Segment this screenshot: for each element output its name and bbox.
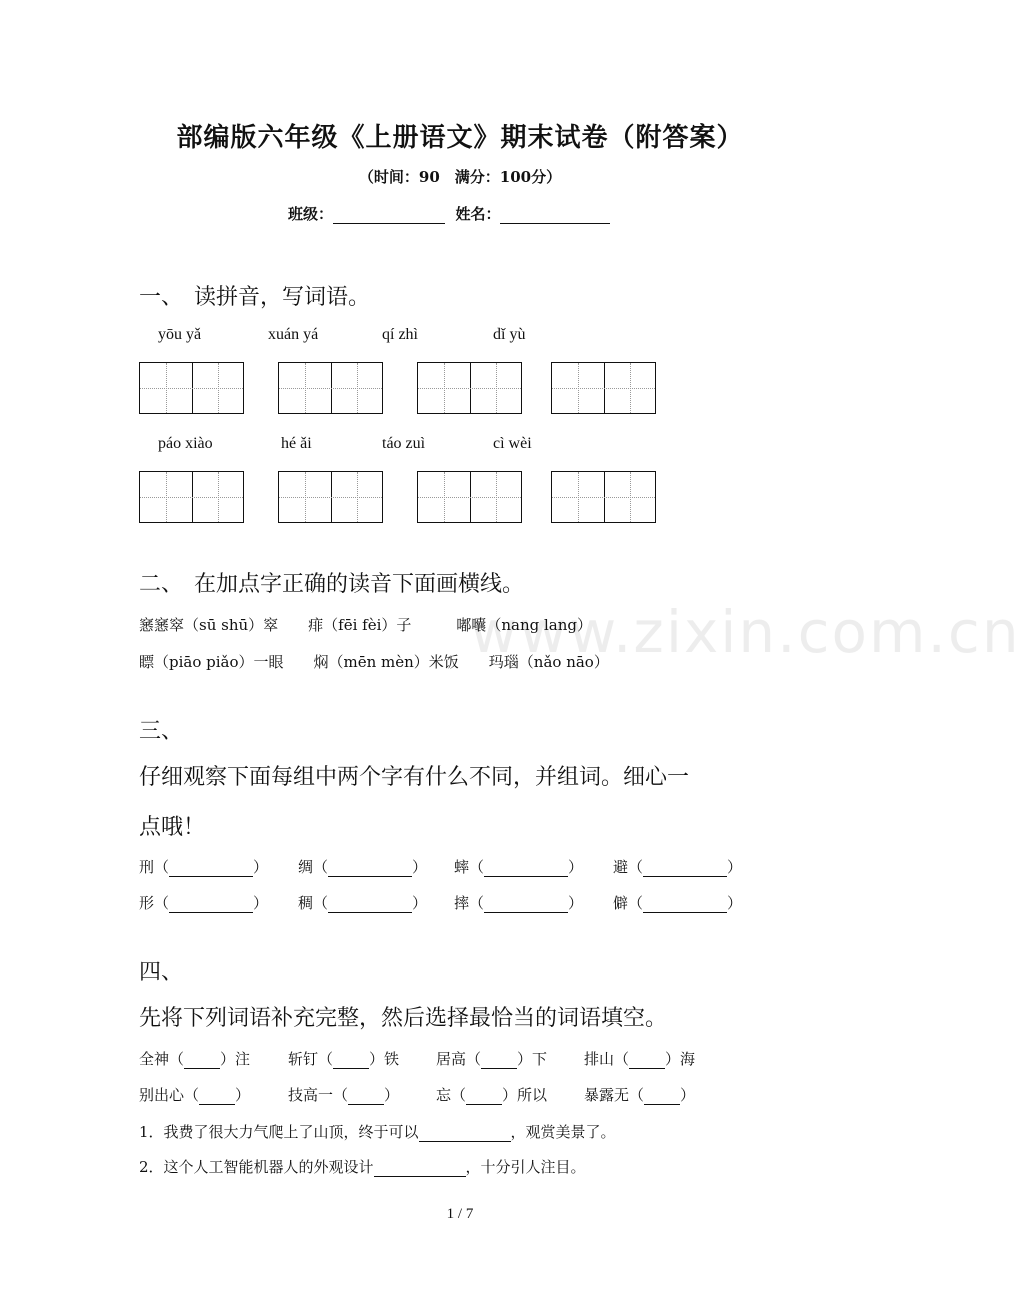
idiom-item: 斩钉（ ）铁 <box>288 1050 400 1068</box>
tianzige-box[interactable] <box>551 362 656 414</box>
section1-heading: 一、 读拼音，写词语。 <box>139 285 371 310</box>
class-blank[interactable] <box>333 206 445 224</box>
char-compare-item: 蟀（ ） <box>454 858 584 876</box>
section4-heading: 四、 <box>139 960 184 985</box>
pinyin-label: hé ǎi <box>281 435 312 452</box>
pinyin-label: táo zuì <box>382 435 426 452</box>
idiom-item: 全神（ ）注 <box>139 1050 251 1068</box>
char-compare-item: 稠（ ） <box>298 894 428 912</box>
idiom-item: 忘（ ）所以 <box>436 1086 548 1104</box>
pinyin-label: xuán yá <box>268 326 319 343</box>
pinyin-label: dǐ yù <box>493 326 526 343</box>
tianzige-box[interactable] <box>551 471 656 523</box>
name-blank[interactable] <box>500 206 610 224</box>
answer-blank[interactable] <box>184 1052 220 1069</box>
answer-blank[interactable] <box>484 860 568 877</box>
idiom-item: 排山（ ）海 <box>584 1050 696 1068</box>
pinyin-label: cì wèi <box>493 435 532 452</box>
section3-heading: 三、 <box>139 719 184 744</box>
answer-blank[interactable] <box>333 1052 369 1069</box>
idiom-item: 居高（ ）下 <box>436 1050 548 1068</box>
answer-blank[interactable] <box>348 1088 384 1105</box>
idiom-item: 暴露无（ ） <box>584 1086 696 1104</box>
pronunciation-line: 窸窸窣（sū shū）窣 痱（fēi fèi）子 嘟囔（nang lang） <box>139 616 593 634</box>
char-compare-item: 僻（ ） <box>613 894 743 912</box>
answer-blank[interactable] <box>466 1088 502 1105</box>
pinyin-label: yōu yǎ <box>158 326 202 343</box>
tianzige-box[interactable] <box>278 471 383 523</box>
answer-blank[interactable] <box>484 896 568 913</box>
char-compare-item: 刑（ ） <box>139 858 269 876</box>
answer-blank[interactable] <box>374 1160 466 1177</box>
idiom-item: 别出心（ ） <box>139 1086 251 1104</box>
tianzige-box[interactable] <box>417 471 522 523</box>
answer-blank[interactable] <box>481 1052 517 1069</box>
page-title: 部编版六年级《上册语文》期末试卷（附答案） <box>176 123 744 153</box>
char-compare-item: 绸（ ） <box>298 858 428 876</box>
answer-blank[interactable] <box>328 860 412 877</box>
pinyin-label: qí zhì <box>382 326 418 343</box>
answer-blank[interactable] <box>629 1052 665 1069</box>
answer-blank[interactable] <box>643 860 727 877</box>
section3-instruction: 点哦！ <box>139 815 206 840</box>
answer-blank[interactable] <box>644 1088 680 1105</box>
tianzige-box[interactable] <box>139 471 244 523</box>
tianzige-box[interactable] <box>139 362 244 414</box>
section3-instruction: 仔细观察下面每组中两个字有什么不同，并组词。细心一 <box>139 765 690 790</box>
tianzige-box[interactable] <box>278 362 383 414</box>
answer-blank[interactable] <box>169 896 253 913</box>
fill-question: 2．这个人工智能机器人的外观设计 ，十分引人注目。 <box>139 1158 586 1176</box>
section4-instruction: 先将下列词语补充完整，然后选择最恰当的词语填空。 <box>139 1006 668 1031</box>
char-compare-item: 形（ ） <box>139 894 269 912</box>
answer-blank[interactable] <box>643 896 727 913</box>
tianzige-box[interactable] <box>417 362 522 414</box>
answer-blank[interactable] <box>169 860 253 877</box>
name-label: 姓名： <box>455 205 501 223</box>
class-label: 班级： <box>288 205 334 223</box>
answer-blank[interactable] <box>199 1088 235 1105</box>
student-info <box>288 203 610 224</box>
watermark: www.zixin.com.cn <box>470 598 1021 666</box>
pronunciation-line: 瞟（piāo piǎo）一眼 焖（mēn mèn）米饭 玛瑙（nǎo nāo） <box>139 653 609 671</box>
fill-question: 1．我费了很大力气爬上了山顶，终于可以 ，观赏美景了。 <box>139 1123 616 1141</box>
section2-heading: 二、 在加点字正确的读音下面画横线。 <box>139 572 525 597</box>
idiom-item: 技高一（ ） <box>288 1086 400 1104</box>
pinyin-label: páo xiào <box>158 435 213 452</box>
answer-blank[interactable] <box>419 1125 511 1142</box>
char-compare-item: 避（ ） <box>613 858 743 876</box>
exam-meta: （时间：90 满分：100分） <box>358 168 562 186</box>
page-number: 1 / 7 <box>446 1206 474 1222</box>
answer-blank[interactable] <box>328 896 412 913</box>
char-compare-item: 摔（ ） <box>454 894 584 912</box>
